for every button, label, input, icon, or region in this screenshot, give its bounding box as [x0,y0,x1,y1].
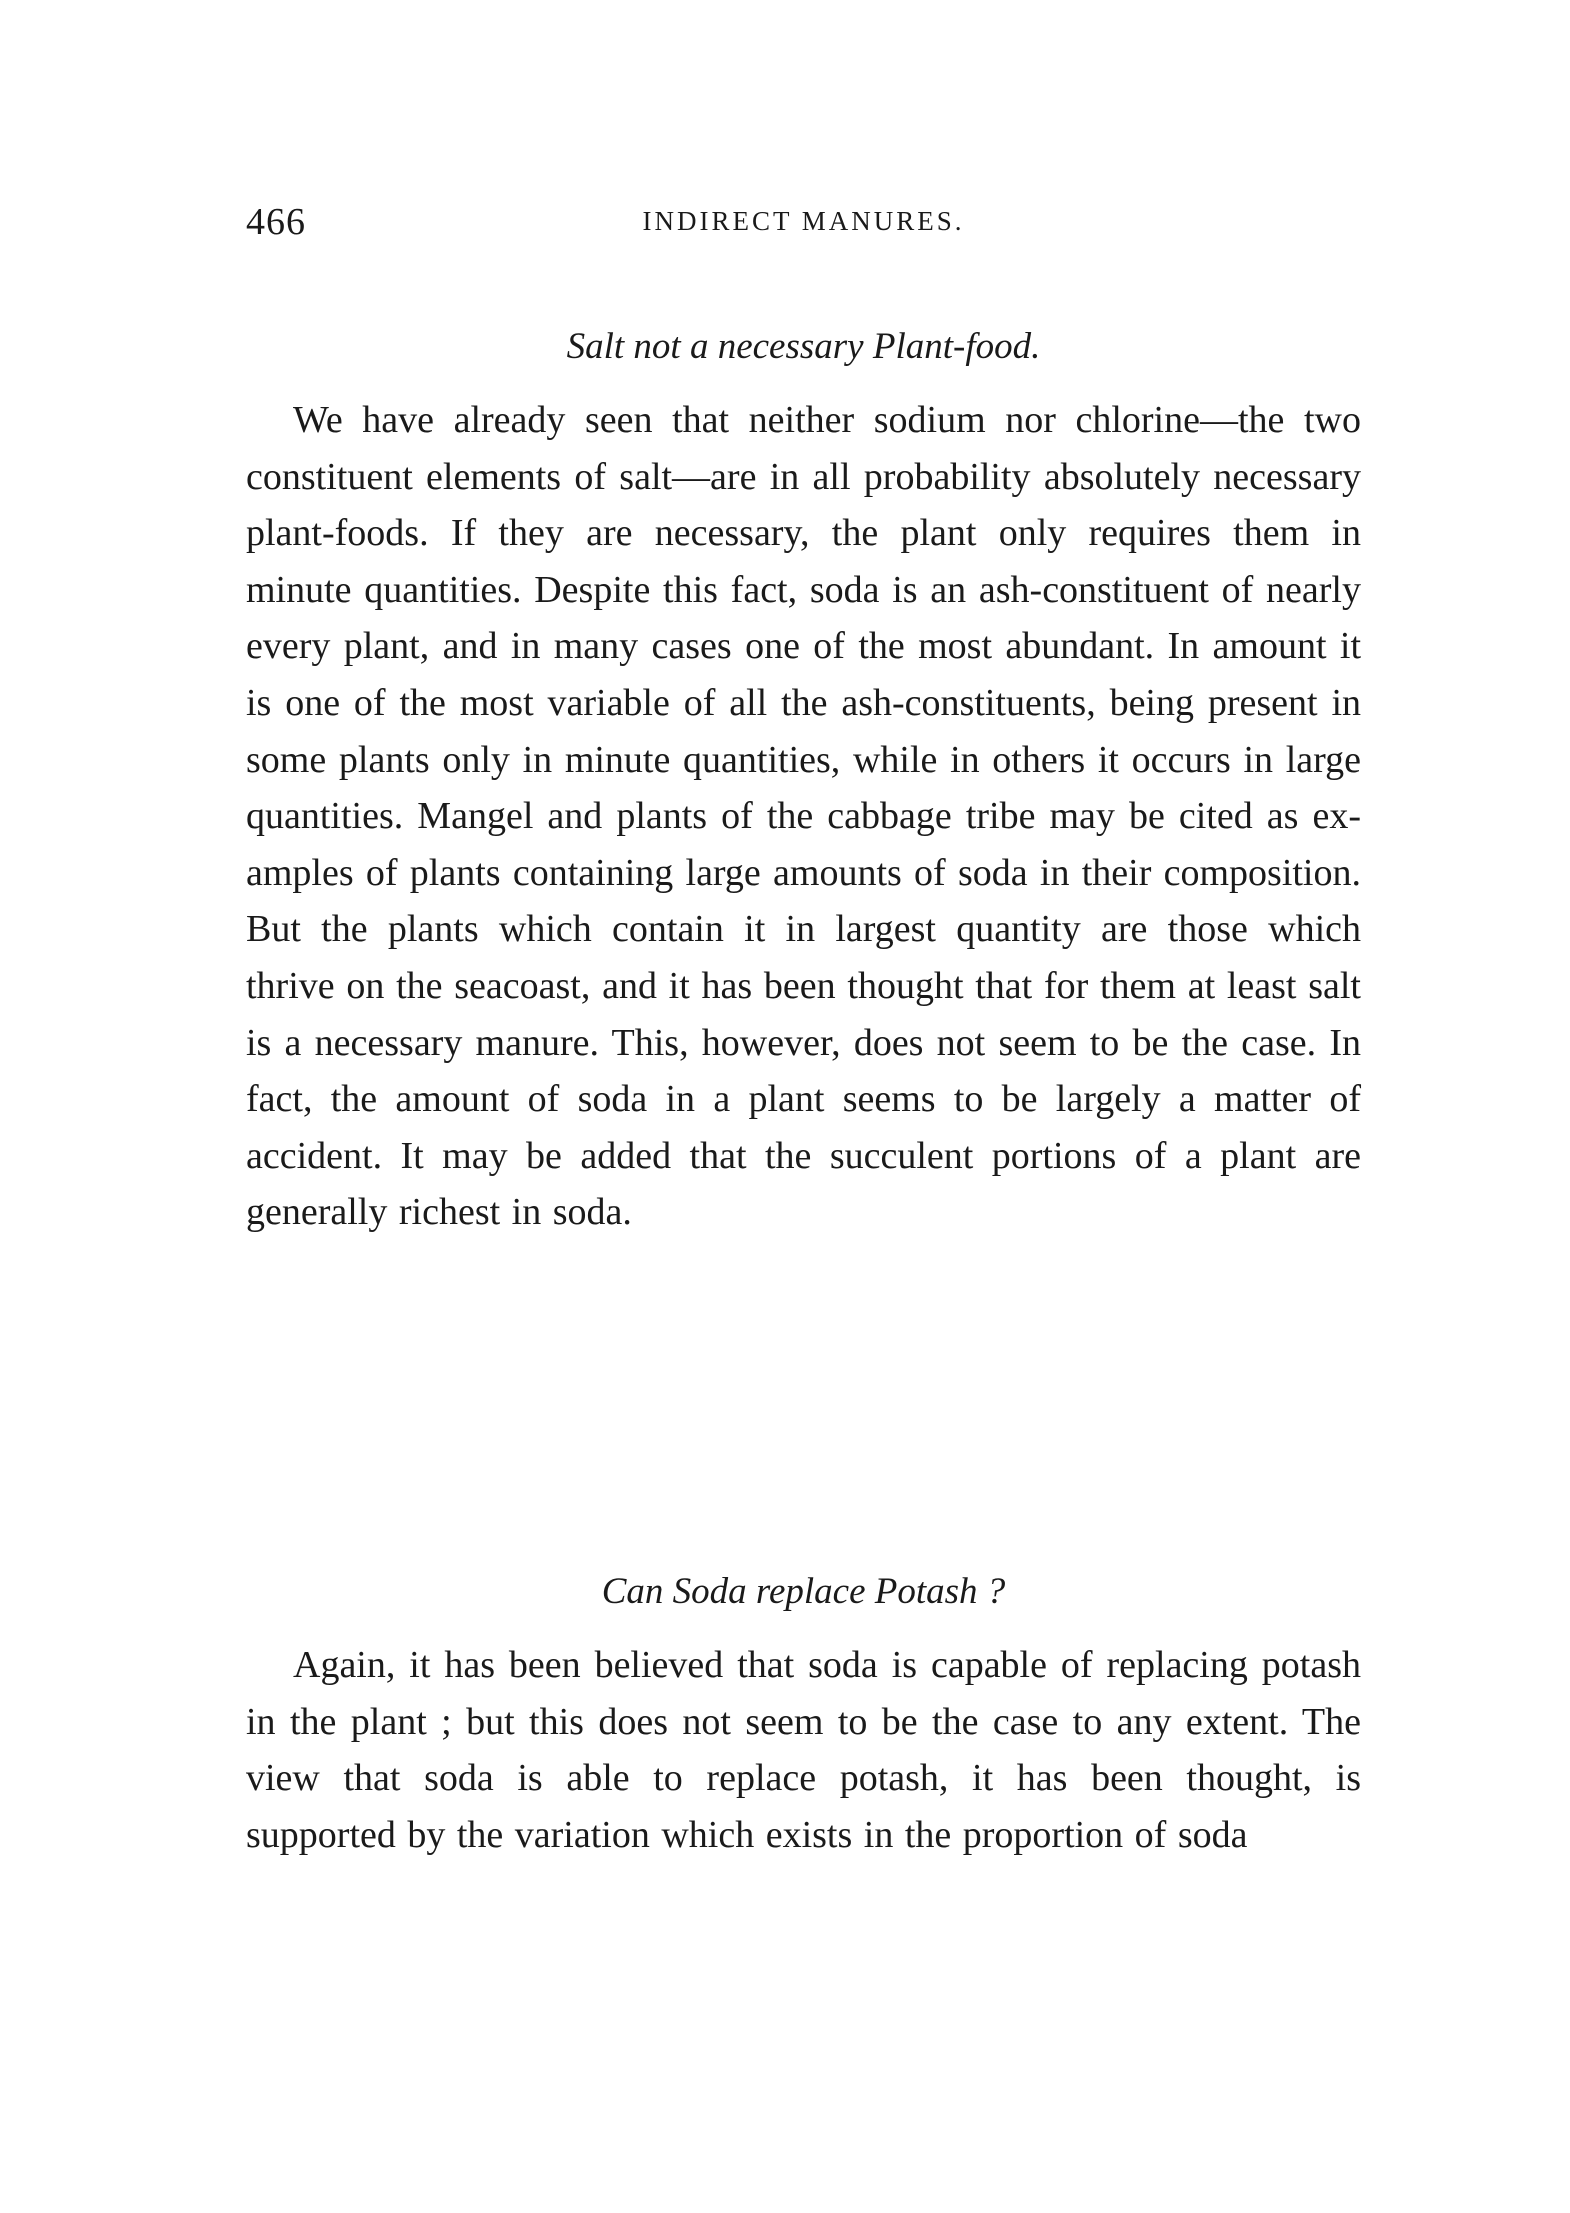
section-heading-soda-potash: Can Soda replace Potash ? [601,1571,1006,1612]
section-body-salt [246,392,1361,1241]
paragraph: We have already seen that neither sodium nor chlorine—the two constituent elements of salt—are in all probability absolutely necessary plant-foods. If they are necessary, the plant only requires them in minute quantities. Despite this fact, soda is an ash-constituent of nearly every plant, and in many cases one of the most abundant. In amount it is one of the most variable of all the ash-constituents, being present in some plants only in minute quantities, while in others it occurs in large quantities. Mangel and plants of the cabbage tribe may be cited as examples of plants containing large amounts of soda in their composition. But the plants which contain it in largest quantity are those which thrive on the seacoast, and it has been thought that for them at least salt is a necessary manure. This, however, does not seem to be the case. In fact, the amount of soda in a plant seems to be largely a matter of accident. It may be added that the succulent portions of a plant are generally richest in soda. [246,399,1361,1234]
running-head [246,200,1361,250]
paragraph: Again, it has been believed that soda is capable of replacing potash in the plant ; but this does not seem to be the case to any extent. The view that soda is able to replace potash, it has been thought, is supported by the variation which exists in the proportion of soda [246,1644,1361,1856]
section-heading-salt: Salt not a necessary Plant-food. [566,326,1041,367]
page-number: 466 [246,201,306,243]
section-body-soda-potash [246,1637,1361,1863]
running-title: INDIRECT MANURES. [642,206,965,236]
